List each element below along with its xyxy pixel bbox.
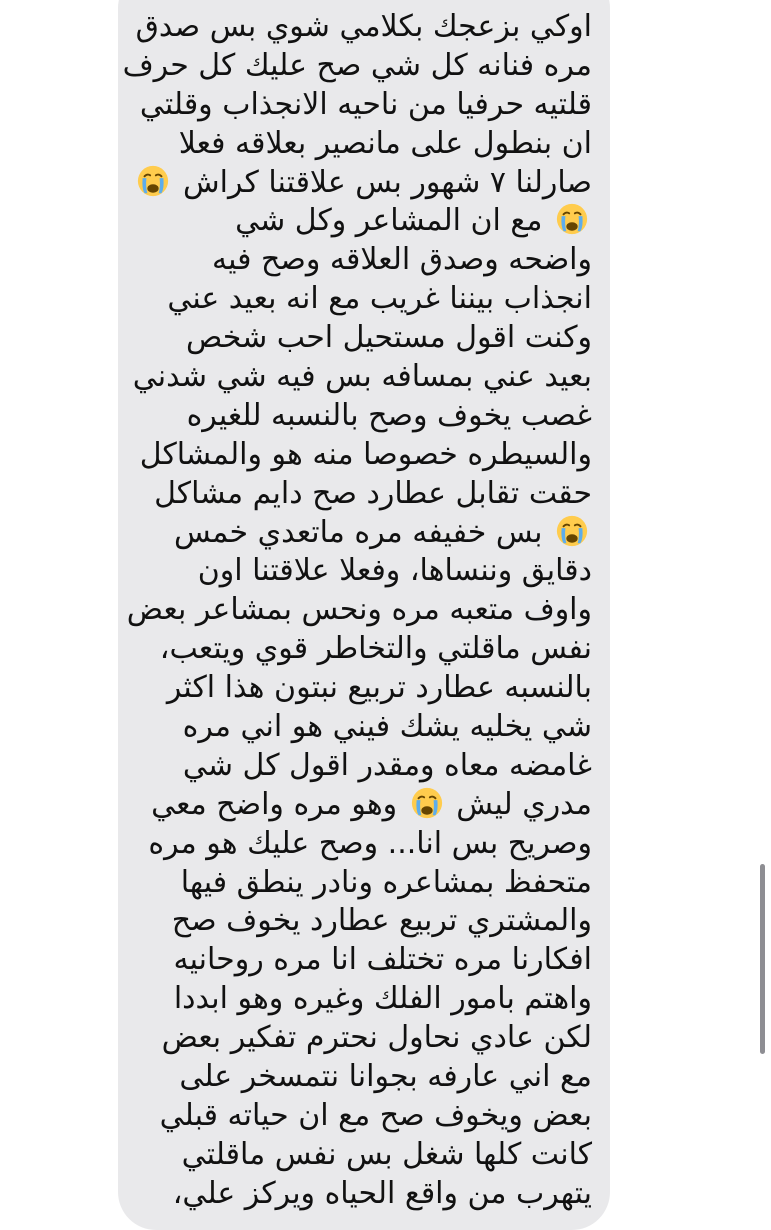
message-line: غصب يخوف وصح بالنسبه للغيره bbox=[186, 397, 592, 433]
message-line: دقايق وننساها، وفعلا علاقتنا اون bbox=[197, 553, 592, 589]
message-line: والسيطره خصوصا منه هو والمشاكل bbox=[139, 436, 592, 472]
message-line: يتهرب من واقع الحياه ويركز علي، bbox=[172, 1175, 592, 1211]
message-line-text: بس خفيفه مره ماتعدي خمس bbox=[173, 514, 543, 550]
message-line: واضحه وصدق العلاقه وصح فيه bbox=[212, 242, 592, 278]
message-line: نفس ماقلتي والتخاطر قوي ويتعب، bbox=[159, 631, 592, 667]
message-line: مع اني عارفه بجوانا نتمسخر على bbox=[179, 1059, 592, 1095]
message-line-text: مدري ليش bbox=[456, 786, 592, 822]
message-line-text: وهو مره واضح معي bbox=[151, 786, 398, 822]
message-line: حقت تقابل عطارد صح دايم مشاكل bbox=[154, 475, 592, 511]
message-line: واوف متعبه مره ونحس بمشاعر بعض bbox=[126, 592, 592, 628]
message-line-text: صارلنا ٧ شهور بس علاقتنا كراش bbox=[183, 164, 592, 200]
message-text bbox=[122, 8, 592, 1214]
message-line-with-emoji bbox=[132, 514, 592, 553]
message-line-text: مع ان المشاعر وكل شي bbox=[235, 203, 543, 239]
message-line-with-emoji bbox=[132, 202, 592, 241]
message-line: واهتم بامور الفلك وغيره وهو ابددا bbox=[173, 981, 592, 1017]
message-line: ان بنطول على مانصير بعلاقه فعلا bbox=[178, 125, 592, 161]
crying-face-emoji-icon bbox=[136, 164, 170, 198]
message-line: لكن عادي نحاول نحترم تفكير بعض bbox=[161, 1020, 592, 1056]
crying-face-emoji-icon bbox=[410, 786, 444, 820]
crying-face-emoji-icon bbox=[555, 514, 589, 548]
message-line: مره فنانه كل شي صح عليك كل حرف bbox=[122, 47, 592, 83]
message-line: غامضه معاه ومقدر اقول كل شي bbox=[182, 747, 592, 783]
message-line: شي يخليه يشك فيني هو اني مره bbox=[182, 709, 592, 745]
message-line: وصريح بس انا... وصح عليك هو مره bbox=[148, 825, 592, 861]
message-line: كانت كلها شغل بس نفس ماقلتي bbox=[181, 1136, 592, 1172]
message-line-with-emoji bbox=[132, 164, 592, 203]
message-line: متحفظ بمشاعره ونادر ينطق فيها bbox=[180, 864, 592, 900]
message-line: بعض ويخوف صح مع ان حياته قبلي bbox=[159, 1097, 592, 1133]
message-line: بالنسبه عطارد تربيع نبتون هذا اكثر bbox=[166, 670, 592, 706]
message-line: وكنت اقول مستحيل احب شخص bbox=[185, 320, 592, 356]
message-line: افكارنا مره تختلف انا مره روحانيه bbox=[173, 942, 592, 978]
message-line: والمشتري تربيع عطارد يخوف صح bbox=[171, 903, 592, 939]
message-line: بعيد عني بمسافه بس فيه شي شدني bbox=[132, 359, 592, 395]
message-line-with-emoji bbox=[132, 786, 592, 825]
crying-face-emoji-icon bbox=[555, 202, 589, 236]
message-line: انجذاب بيننا غريب مع انه بعيد عني bbox=[167, 281, 592, 317]
message-line: قلتيه حرفيا من ناحيه الانجذاب وقلتي bbox=[139, 86, 592, 122]
message-line: اوكي بزعجك بكلامي شوي بس صدق bbox=[135, 9, 592, 44]
vertical-scrollbar[interactable] bbox=[760, 864, 765, 1054]
